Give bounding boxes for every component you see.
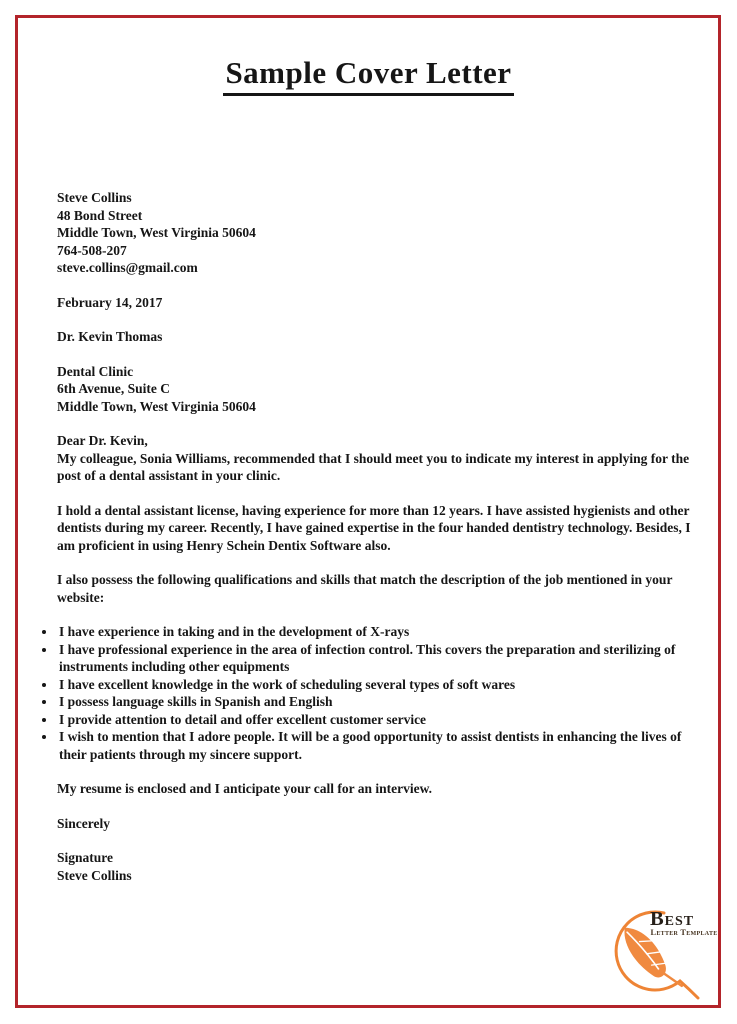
recipient-name: Dr. Kevin Thomas	[57, 329, 163, 344]
skill-item: • I have experience in taking and in the development of X-rays	[57, 623, 691, 641]
skill-item: • I have professional experience in the area of infection control. This covers the preparation and sterilizing of instruments including other equipments	[57, 641, 691, 676]
signature-name: Steve Collins	[57, 867, 132, 883]
skill-item: • I provide attention to detail and offer excellent customer service	[57, 711, 691, 729]
date-line: February 14, 2017	[57, 294, 163, 310]
signature-label: Signature	[57, 850, 114, 865]
skill-item: • I possess language skills in Spanish and English	[57, 693, 691, 711]
recipient-address-block	[57, 363, 691, 416]
sender-city-line: Middle Town, West Virginia 50604	[57, 225, 256, 240]
skill-item: • I have excellent knowledge in the work of scheduling several types of soft wares	[57, 676, 691, 694]
paragraph-intro: My colleague, Sonia Williams, recommended that I should meet you to indicate my interest in applying for the post of a dental assistant in your clinic.	[57, 450, 690, 483]
sender-name: Steve Collins	[57, 190, 132, 205]
recipient-organization: Dental Clinic	[57, 363, 134, 379]
brand-logo-graphic	[601, 894, 721, 1008]
sender-email: steve.collins@gmail.com	[57, 260, 198, 275]
page-title-text: Sample Cover Letter	[223, 56, 513, 96]
page-title	[0, 54, 737, 96]
recipient-street: 6th Avenue, Suite C	[57, 381, 171, 396]
skill-item: • I wish to mention that I adore people. It will be a good opportunity to assist dentists in enhancing the lives of their patients through my sincere support.	[57, 728, 691, 763]
logo-tagline-text: Letter Template	[650, 928, 718, 937]
sender-block	[57, 189, 691, 277]
closing-paragraph: My resume is enclosed and I anticipate your call for an interview.	[57, 781, 432, 796]
signature-block	[57, 849, 691, 884]
brand-logo	[601, 894, 721, 1008]
recipient-city-line: Middle Town, West Virginia 50604	[57, 398, 256, 414]
salutation: Dear Dr. Kevin,	[57, 433, 148, 448]
logo-brand-text: Best	[650, 908, 695, 930]
skills-list	[42, 623, 691, 763]
letter-body	[57, 189, 691, 901]
paragraph-experience: I hold a dental assistant license, having experience for more than 12 years. I have assisted hygienists and other dentists during my career. Recently, I have gained expertise in the four handed dentistry technology. Besides, I am proficient in using Henry Schein Dentix Software also.	[57, 502, 691, 553]
sender-phone: 764-508-207	[57, 242, 127, 258]
opening-block	[57, 432, 691, 485]
paragraph-skills-intro: I also possess the following qualifications and skills that match the description of the job mentioned in your website:	[57, 572, 673, 605]
sender-street: 48 Bond Street	[57, 207, 143, 223]
valediction: Sincerely	[57, 815, 110, 831]
